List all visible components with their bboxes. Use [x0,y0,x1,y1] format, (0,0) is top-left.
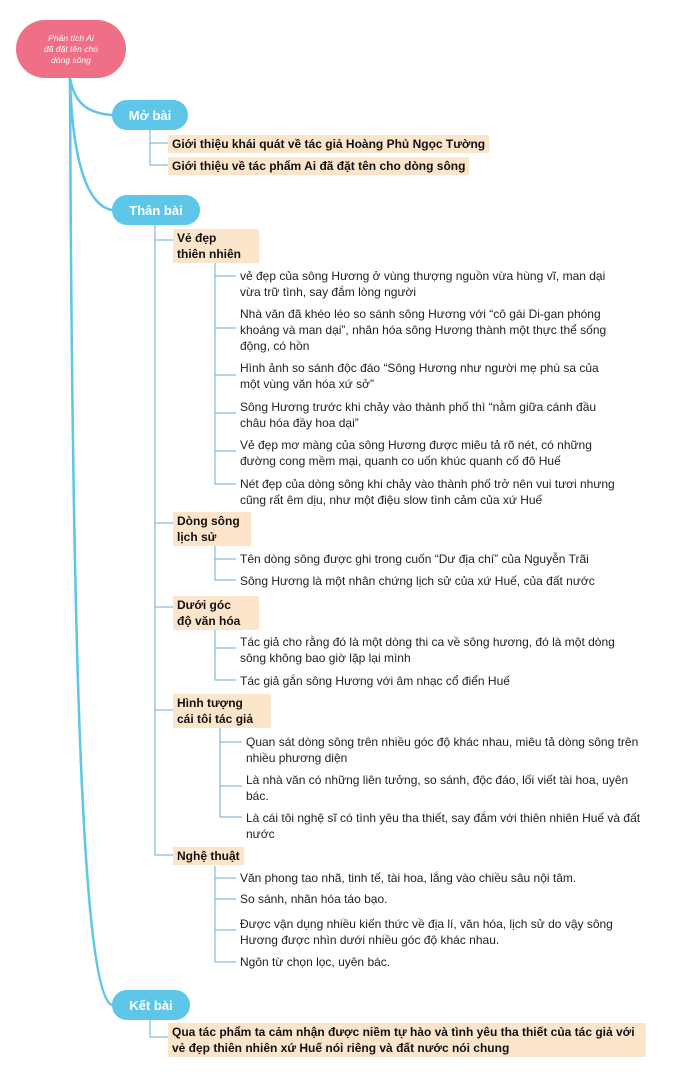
group-duoi-goc-do-van-hoa[interactable]: Dưới góc độ văn hóa [173,596,259,630]
leaf-item: Tác giả cho rằng đó là một dòng thi ca về sông hương, đó là một dòng sông không bao giờ lặp lại mình [240,635,615,665]
leaf-item: Được vận dụng nhiều kiến thức về địa lí, văn hóa, lịch sử do vậy sông Hương được nhìn dưới nhiều góc độ khác nhau. [240,917,613,947]
mo-bai-item-2[interactable]: Giới thiệu về tác phẩm Ai đã đặt tên cho dòng sông [168,157,469,175]
leaf-item: Nhà văn đã khéo léo so sánh sông Hương với “cô gái Di-gan phóng khoáng và man dại”, nhân hóa sông Hương thành một thực thể sống động, có hồn [240,307,607,353]
leaf-item: Quan sát dòng sông trên nhiều góc độ khác nhau, miêu tả dòng sông trên nhiều phương diện [246,735,639,765]
leaf-item: Là cái tôi nghệ sĩ có tình yêu tha thiết, say đắm với thiên nhiên Huế và đất nước [246,811,641,841]
leaf-item: Tên dòng sông được ghi trong cuốn “Dư địa chí” của Nguyễn Trãi [240,552,589,566]
leaf-item: Là nhà văn có những liên tưởng, so sánh, độc đáo, lối viết tài hoa, uyên bác. [246,773,629,803]
root-node[interactable]: Phân tích Ai đã đặt tên cho dòng sông [16,20,126,78]
leaf-item: Vẻ đẹp mơ màng của sông Hương được miêu tả rõ nét, có những đường cong mềm mại, quanh co uốn khúc quanh cố đô Huế [240,438,592,468]
leaf-item: Sông Hương trước khi chảy vào thành phố thì “nằm giữa cánh đầu châu hóa đầy hoa dại” [240,400,597,430]
leaf-item: Nét đẹp của dòng sông khi chảy vào thành phố trở nên vui tươi nhưng cũng rất êm dịu, như một điệu slow tình cảm của xứ Huế [240,477,615,507]
section-than-bai[interactable]: Thân bài [112,195,200,225]
leaf-item: Hình ảnh so sánh độc đáo “Sông Hương như người mẹ phù sa của một vùng văn hóa xứ sở” [240,361,599,391]
leaf-item: Văn phong tao nhã, tinh tế, tài hoa, lắng vào chiều sâu nội tâm. [240,871,577,885]
section-ket-bai[interactable]: Kết bài [112,990,190,1020]
leaf-item: Tác giả gắn sông Hương với âm nhạc cổ điển Huế [240,674,510,688]
group-nghe-thuat[interactable]: Nghệ thuật [173,847,244,865]
leaf-item: Sông Hương là một nhân chứng lịch sử của xứ Huế, của đất nước [240,574,595,588]
section-mo-bai[interactable]: Mở bài [112,100,188,130]
group-dong-song-lich-su[interactable]: Dòng sông lịch sử [173,512,251,546]
leaf-item: Ngôn từ chọn lọc, uyên bác. [240,955,391,969]
group-hinh-tuong-cai-toi[interactable]: Hình tượng cái tôi tác giả [173,694,271,728]
leaf-item: vẻ đẹp của sông Hương ở vùng thượng nguồn vừa hùng vĩ, man dại vừa trữ tình, say đắm lòng người [240,269,606,299]
ket-bai-item-1[interactable]: Qua tác phẩm ta cảm nhận được niềm tự hào và tình yêu tha thiết của tác giả với vẻ đẹp thiên nhiên xứ Huế nói riêng và đất nước nói chung [168,1023,646,1057]
mo-bai-item-1[interactable]: Giới thiệu khái quát về tác giả Hoàng Phủ Ngọc Tường [168,135,489,153]
leaf-item: So sánh, nhân hóa táo bạo. [240,892,388,906]
group-ve-dep-thien-nhien[interactable]: Vẻ đẹp thiên nhiên [173,229,259,263]
